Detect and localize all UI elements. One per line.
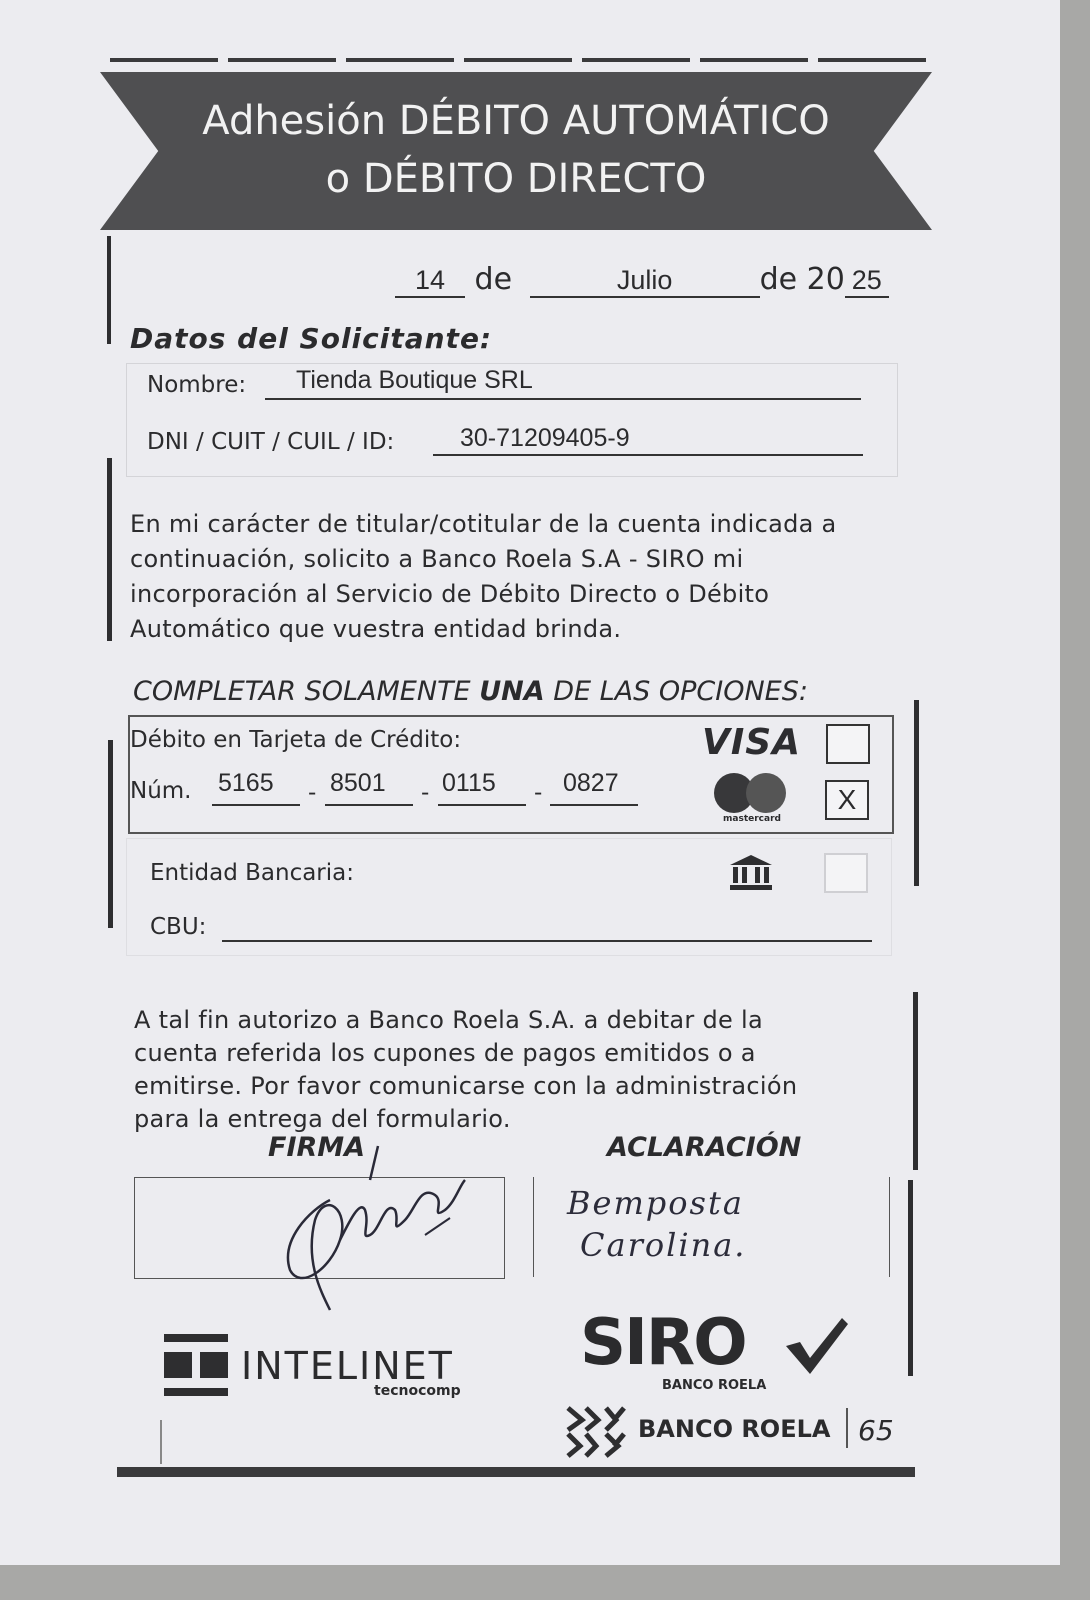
date-de-2: de 20	[759, 262, 845, 297]
id-label: DNI / CUIT / CUIL / ID:	[147, 429, 395, 455]
aclaracion-label: ACLARACIÓN	[607, 1132, 802, 1163]
cbu-label: CBU:	[150, 914, 207, 940]
card-group-2[interactable]: 8501	[330, 769, 386, 797]
applicant-section-title: Datos del Solicitante:	[130, 322, 493, 355]
bank-checkbox[interactable]	[824, 853, 868, 893]
date-day[interactable]: 14	[395, 265, 465, 298]
auth-line: A tal fin autorizo a Banco Roela S.A. a debitar de la	[134, 1006, 764, 1034]
firma-label: FIRMA	[268, 1132, 366, 1163]
intelinet-wordmark: INTELINET	[241, 1344, 454, 1388]
card-dash: -	[534, 780, 543, 806]
aclaracion-line-2: Carolina.	[580, 1226, 747, 1264]
options-title-bold: UNA	[479, 676, 545, 707]
banco-roela-wordmark: BANCO ROELA	[638, 1415, 831, 1443]
aclaracion-line-1: Bemposta	[567, 1184, 744, 1222]
id-field[interactable]: 30-71209405-9	[460, 424, 630, 452]
top-dashed-rule	[110, 58, 930, 62]
intro-paragraph	[130, 507, 837, 647]
date-year[interactable]: 25	[845, 265, 889, 298]
form-title	[100, 92, 932, 208]
left-margin-bar	[107, 236, 111, 344]
credit-card-label: Débito en Tarjeta de Crédito:	[130, 727, 462, 753]
mastercard-circle-right	[746, 773, 786, 813]
siro-check-icon	[786, 1318, 848, 1374]
options-title	[133, 676, 808, 707]
cbu-field[interactable]	[222, 916, 872, 942]
left-footer-rule	[160, 1420, 162, 1464]
date-de-1: de	[474, 262, 513, 297]
bank-icon	[728, 853, 774, 891]
intelinet-logo-icon	[164, 1334, 228, 1396]
date-month[interactable]: Julio	[530, 265, 760, 298]
intro-line: incorporación al Servicio de Débito Directo o Débito	[130, 580, 770, 608]
visa-logo: VISA	[702, 722, 802, 763]
bank-entity-label: Entidad Bancaria:	[150, 860, 355, 886]
logo-divider	[846, 1408, 848, 1448]
bottom-bar	[117, 1467, 915, 1477]
form-title-line2: o DÉBITO DIRECTO	[325, 156, 707, 202]
right-margin-bar	[914, 700, 919, 886]
intro-line: Automático que vuestra entidad brinda.	[130, 615, 622, 643]
right-margin-bar	[908, 1180, 913, 1376]
visa-checkbox[interactable]	[826, 724, 870, 764]
mastercard-logo	[714, 773, 790, 827]
nombre-label: Nombre:	[147, 372, 247, 398]
left-margin-bar	[107, 458, 112, 641]
auth-line: para la entrega del formulario.	[134, 1105, 511, 1133]
left-margin-bar	[108, 740, 113, 928]
auth-line: cuenta referida los cupones de pagos emitidos o a	[134, 1039, 756, 1067]
card-group-3[interactable]: 0115	[442, 769, 496, 797]
right-margin-bar	[913, 992, 918, 1170]
auth-line: emitirse. Por favor comunicarse con la administración	[134, 1072, 798, 1100]
siro-subtitle: BANCO ROELA	[662, 1378, 767, 1393]
siro-logo: SIRO	[580, 1306, 746, 1380]
nombre-field[interactable]: Tienda Boutique SRL	[296, 366, 533, 394]
intro-line: continuación, solicito a Banco Roela S.A - SIRO mi	[130, 545, 744, 573]
anniversary-badge: 65	[858, 1414, 894, 1447]
mastercard-wordmark: mastercard	[723, 814, 781, 824]
form-title-line1: Adhesión DÉBITO AUTOMÁTICO	[202, 98, 830, 144]
options-title-post: DE LAS OPCIONES:	[544, 676, 808, 707]
card-group-4[interactable]: 0827	[563, 769, 619, 797]
card-dash: -	[308, 780, 317, 806]
card-dash: -	[421, 780, 430, 806]
options-title-pre: COMPLETAR SOLAMENTE	[133, 676, 480, 707]
tecnocomp-wordmark: tecnocomp	[374, 1383, 461, 1399]
card-group-1[interactable]: 5165	[218, 769, 274, 797]
date-row	[395, 262, 889, 298]
handwritten-signature	[270, 1140, 470, 1320]
banco-roela-icon	[566, 1406, 626, 1458]
intro-line: En mi carácter de titular/cotitular de la cuenta indicada a	[130, 510, 837, 538]
mastercard-checkbox[interactable]: X	[825, 780, 869, 820]
auth-paragraph	[134, 1004, 797, 1136]
card-number-label: Núm.	[130, 778, 192, 804]
